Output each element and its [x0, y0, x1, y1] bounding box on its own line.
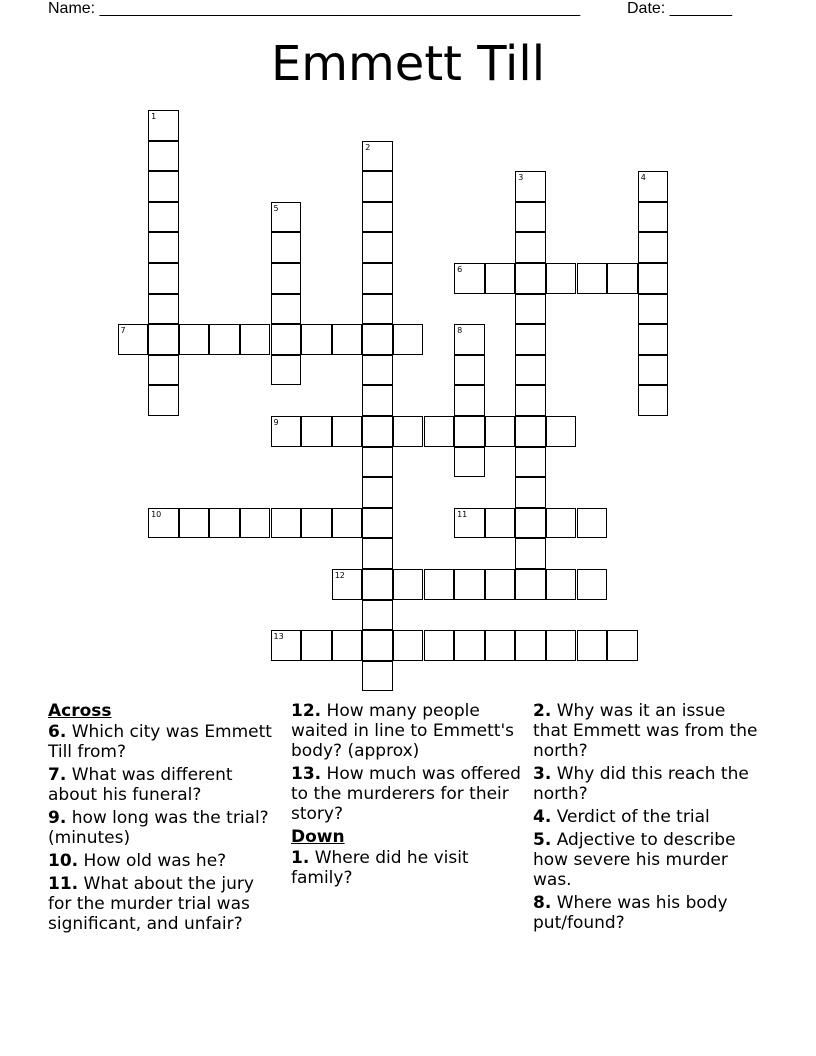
grid-cell[interactable]	[607, 263, 638, 294]
grid-cell[interactable]	[546, 416, 577, 447]
grid-cell[interactable]	[454, 355, 485, 386]
grid-cell[interactable]	[424, 416, 455, 447]
grid-cell[interactable]	[577, 630, 608, 661]
clue-number: 13.	[291, 764, 322, 784]
clue-number: 9.	[48, 808, 67, 828]
grid-cell[interactable]	[638, 232, 669, 263]
down-heading: Down	[291, 827, 345, 847]
down-clue	[533, 807, 765, 827]
grid-cell[interactable]	[271, 630, 302, 661]
grid-cell[interactable]	[148, 294, 179, 325]
grid-cell[interactable]	[362, 141, 393, 172]
clue-number: 3.	[533, 764, 552, 784]
grid-cell[interactable]	[515, 538, 546, 569]
grid-cell[interactable]	[148, 324, 179, 355]
across-clue	[291, 764, 523, 824]
grid-cell[interactable]	[179, 324, 210, 355]
down-clue	[533, 764, 765, 804]
clue-text: Where did he visit family?	[291, 848, 469, 888]
grid-cell[interactable]	[362, 600, 393, 631]
name-line: Name: ______________________________________________________	[48, 0, 581, 17]
grid-cell[interactable]	[362, 202, 393, 233]
down-clue	[533, 701, 765, 761]
grid-cell[interactable]	[362, 538, 393, 569]
grid-cell[interactable]	[362, 661, 393, 692]
clue-number: 4.	[533, 807, 552, 827]
grid-cell[interactable]	[148, 202, 179, 233]
cell-number: 11	[457, 509, 468, 519]
clue-number: 8.	[533, 893, 552, 913]
grid-cell[interactable]	[454, 447, 485, 478]
grid-cell[interactable]	[118, 324, 149, 355]
grid-cell[interactable]	[332, 416, 363, 447]
grid-cell[interactable]	[332, 569, 363, 600]
grid-cell[interactable]	[362, 447, 393, 478]
grid-cell[interactable]	[148, 141, 179, 172]
clue-text: How many people waited in line to Emmett's body? (approx)	[291, 701, 515, 761]
grid-cell[interactable]	[424, 569, 455, 600]
grid-cell[interactable]	[638, 385, 669, 416]
grid-cell[interactable]	[546, 508, 577, 539]
grid-cell[interactable]	[515, 171, 546, 202]
across-clue	[48, 808, 280, 848]
grid-cell[interactable]	[148, 263, 179, 294]
clue-text: What was different about his funeral?	[48, 765, 233, 805]
grid-cell[interactable]	[301, 508, 332, 539]
grid-cell[interactable]	[515, 294, 546, 325]
across-clue	[48, 722, 280, 762]
cell-number: 8	[457, 326, 463, 336]
grid-cell[interactable]	[362, 569, 393, 600]
grid-cell[interactable]	[362, 171, 393, 202]
grid-cell[interactable]	[362, 630, 393, 661]
cell-number: 7	[120, 326, 126, 336]
grid-cell[interactable]	[515, 569, 546, 600]
cell-number: 4	[640, 173, 646, 183]
date-line: Date: _______	[627, 0, 732, 17]
grid-cell[interactable]	[577, 263, 608, 294]
grid-cell[interactable]	[607, 630, 638, 661]
grid-cell[interactable]	[454, 263, 485, 294]
clue-text: Where was his body put/found?	[533, 893, 728, 933]
grid-cell[interactable]	[332, 630, 363, 661]
clue-number: 7.	[48, 765, 67, 785]
cell-number: 2	[365, 142, 371, 152]
grid-cell[interactable]	[301, 324, 332, 355]
grid-cell[interactable]	[362, 355, 393, 386]
grid-cell[interactable]	[271, 508, 302, 539]
clue-number: 1.	[291, 848, 310, 868]
grid-cell[interactable]	[301, 630, 332, 661]
grid-cell[interactable]	[454, 324, 485, 355]
clue-text: Why was it an issue that Emmett was from the north?	[533, 701, 758, 761]
grid-cell[interactable]	[362, 263, 393, 294]
page-title: Emmett Till	[270, 36, 546, 92]
down-clue	[533, 893, 765, 933]
clue-number: 2.	[533, 701, 552, 721]
grid-cell[interactable]	[515, 447, 546, 478]
grid-cell[interactable]	[362, 294, 393, 325]
down-clue	[291, 848, 523, 888]
clue-text: What about the jury for the murder trial was significant, and unfair?	[48, 874, 254, 934]
grid-cell[interactable]	[179, 508, 210, 539]
grid-cell[interactable]	[638, 294, 669, 325]
grid-cell[interactable]	[515, 232, 546, 263]
cell-number: 6	[457, 265, 463, 274]
grid-cell[interactable]	[515, 630, 546, 661]
clue-text: How much was offered to the murderers for their story?	[291, 764, 521, 824]
grid-cell[interactable]	[362, 477, 393, 508]
down-clue	[533, 830, 765, 890]
grid-cell[interactable]	[209, 508, 240, 539]
grid-cell[interactable]	[515, 416, 546, 447]
clues-column-1	[48, 701, 280, 937]
grid-cell[interactable]	[638, 355, 669, 386]
cell-number: 3	[518, 173, 524, 183]
clue-text: Which city was Emmett Till from?	[48, 722, 272, 762]
grid-cell[interactable]	[515, 202, 546, 233]
grid-cell[interactable]	[577, 508, 608, 539]
clue-text: Verdict of the trial	[556, 807, 710, 827]
clue-number: 5.	[533, 830, 552, 850]
cell-number: 12	[334, 571, 345, 580]
grid-cell[interactable]	[515, 263, 546, 294]
grid-cell[interactable]	[148, 110, 179, 141]
grid-cell[interactable]	[332, 508, 363, 539]
grid-cell[interactable]	[148, 171, 179, 202]
grid-cell[interactable]	[271, 202, 302, 233]
grid-cell[interactable]	[271, 355, 302, 386]
grid-cell[interactable]	[240, 324, 271, 355]
grid-cell[interactable]	[332, 324, 363, 355]
grid-cell[interactable]	[454, 630, 485, 661]
grid-cell[interactable]	[301, 416, 332, 447]
grid-cell[interactable]	[485, 569, 516, 600]
grid-cell[interactable]	[393, 630, 424, 661]
cell-number: 13	[273, 632, 284, 642]
grid-cell[interactable]	[240, 508, 271, 539]
across-clue	[48, 851, 280, 871]
clue-number: 6.	[48, 722, 67, 742]
grid-cell[interactable]	[515, 355, 546, 386]
grid-cell[interactable]	[515, 385, 546, 416]
clue-number: 11.	[48, 874, 79, 894]
grid-cell[interactable]	[271, 416, 302, 447]
clue-text: how long was the trial? (minutes)	[48, 808, 269, 848]
grid-cell[interactable]	[148, 232, 179, 263]
grid-cell[interactable]	[393, 569, 424, 600]
cell-number: 1	[151, 112, 157, 121]
clue-number: 12.	[291, 701, 322, 721]
grid-cell[interactable]	[393, 416, 424, 447]
grid-cell[interactable]	[148, 355, 179, 386]
cell-number: 10	[151, 509, 162, 519]
clue-text: Adjective to describe how severe his murder was.	[533, 830, 736, 890]
grid-cell[interactable]	[362, 232, 393, 263]
grid-cell[interactable]	[515, 324, 546, 355]
grid-cell[interactable]	[362, 416, 393, 447]
grid-cell[interactable]	[546, 263, 577, 294]
grid-cell[interactable]	[148, 385, 179, 416]
grid-cell[interactable]	[485, 508, 516, 539]
clues-column-3	[533, 701, 765, 936]
cell-number: 9	[273, 418, 279, 427]
clue-text: How old was he?	[83, 851, 227, 871]
grid-cell[interactable]	[515, 477, 546, 508]
grid-cell[interactable]	[271, 263, 302, 294]
grid-cell[interactable]	[209, 324, 240, 355]
grid-cell[interactable]	[485, 263, 516, 294]
grid-cell[interactable]	[485, 630, 516, 661]
grid-cell[interactable]	[454, 385, 485, 416]
across-clue	[48, 874, 280, 934]
grid-cell[interactable]	[362, 508, 393, 539]
across-clue	[291, 701, 523, 761]
grid-cell[interactable]	[638, 263, 669, 294]
clue-number: 10.	[48, 851, 79, 871]
grid-cell[interactable]	[546, 630, 577, 661]
grid-cell[interactable]	[271, 294, 302, 325]
grid-cell[interactable]	[546, 569, 577, 600]
grid-cell[interactable]	[148, 508, 179, 539]
across-heading: Across	[48, 701, 112, 721]
across-clue	[48, 765, 280, 805]
grid-cell[interactable]	[638, 171, 669, 202]
grid-cell[interactable]	[485, 416, 516, 447]
grid-cell[interactable]	[424, 630, 455, 661]
cell-number: 5	[273, 203, 279, 213]
grid-cell[interactable]	[454, 508, 485, 539]
clue-text: Why did this reach the north?	[533, 764, 749, 804]
grid-cell[interactable]	[515, 508, 546, 539]
clues-column-2	[291, 701, 523, 891]
grid-cell[interactable]	[454, 416, 485, 447]
grid-cell[interactable]	[638, 324, 669, 355]
grid-cell[interactable]	[393, 324, 424, 355]
grid-cell[interactable]	[271, 232, 302, 263]
grid-cell[interactable]	[271, 324, 302, 355]
grid-cell[interactable]	[454, 569, 485, 600]
grid-cell[interactable]	[577, 569, 608, 600]
grid-cell[interactable]	[362, 385, 393, 416]
grid-cell[interactable]	[638, 202, 669, 233]
grid-cell[interactable]	[362, 324, 393, 355]
